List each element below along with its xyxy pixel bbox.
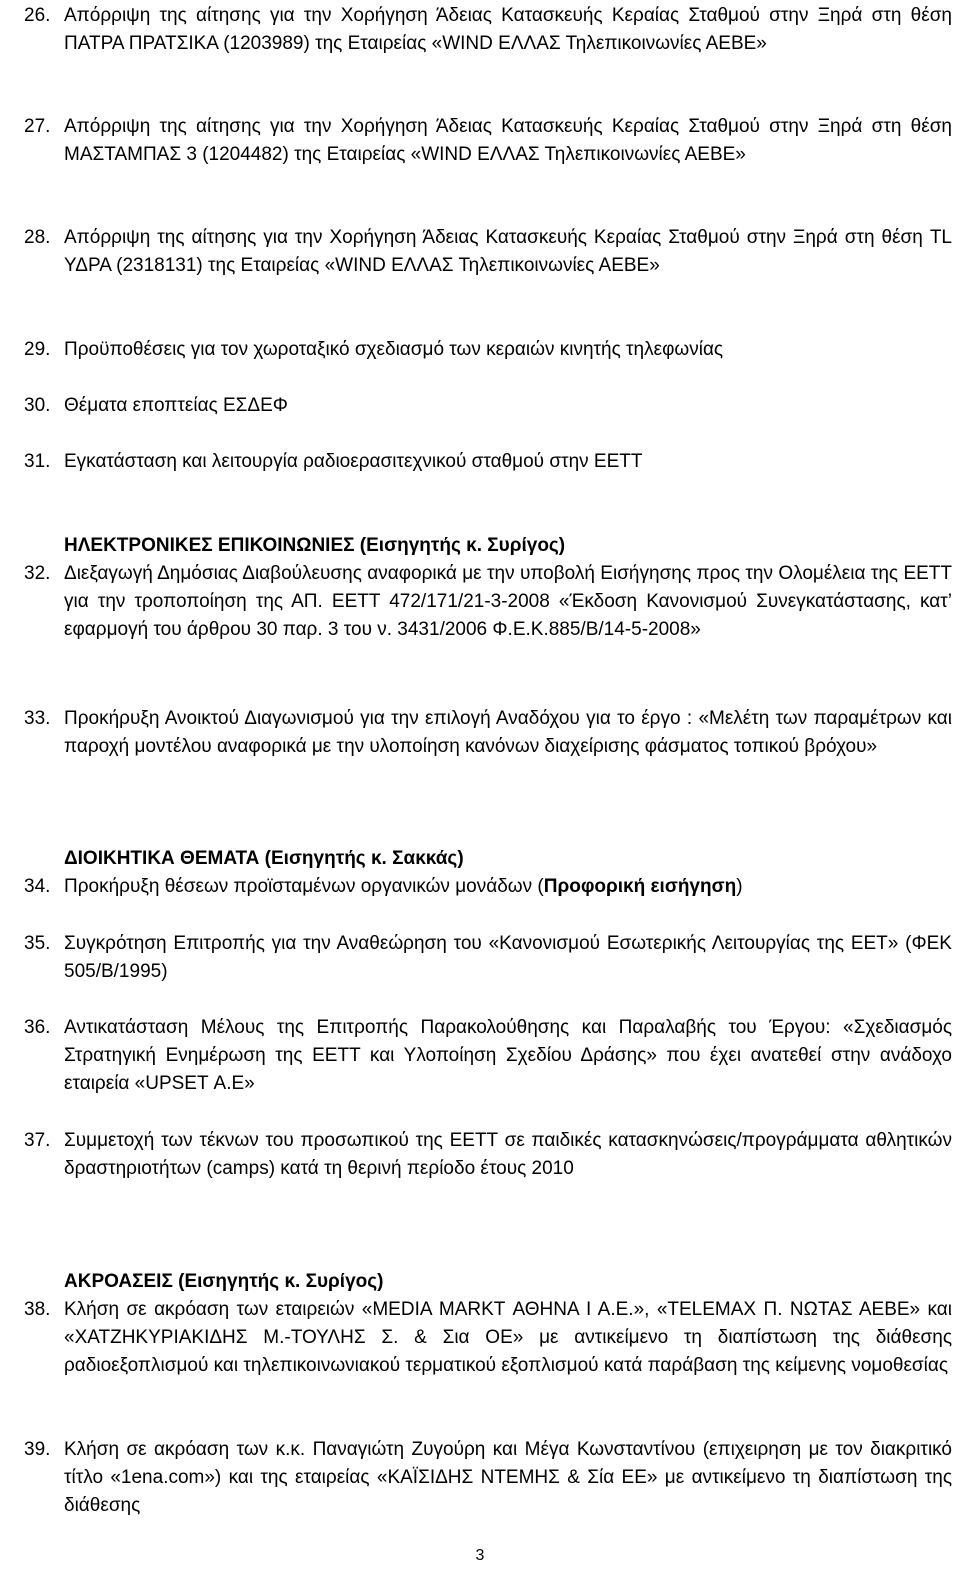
page-number: 3 [475, 1547, 485, 1564]
item-number: 29. [24, 339, 51, 360]
agenda-item-35 [24, 930, 952, 986]
item-text-main: Προκήρυξη θέσεων προϊσταμένων οργανικών μονάδων ( [64, 876, 544, 897]
agenda-item-28 [24, 224, 952, 280]
item-text: Απόρριψη της αίτησης για την Χορήγηση Άδειας Κατασκευής Κεραίας Σταθμού στην Ξηρά στη θέση TL ΥΔΡΑ (2318131) της Εταιρείας «WIND ΕΛΛΑΣ Τηλεπικοινωνίες ΑΕΒΕ» [64, 227, 952, 276]
item-text [64, 873, 952, 901]
agenda-item-36 [24, 1014, 952, 1098]
agenda-item-26 [24, 2, 952, 58]
agenda-item-33 [24, 705, 952, 761]
item-text: Κλήση σε ακρόαση των εταιρειών «MEDIA MARKT ΑΘΗΝΑ Ι Α.Ε.», «TELEMAX Π. ΝΩΤΑΣ ΑΕΒΕ» και «ΧΑΤΖΗΚΥΡΙΑΚΙΔΗΣ Μ.-ΤΟΥΛΗΣ Σ. & Σια ΟΕ» με αντικείμενο τη διαπίστωση της διάθεσης ραδιοεξοπλισμού και τηλεπικοινωνιακού τερματικού εξοπλισμού κατά παράβαση της κείμενης νομοθεσίας [64, 1299, 952, 1376]
item-text: Θέματα εποπτείας ΕΣΔΕΦ [64, 395, 288, 416]
item-number: 38. [24, 1299, 51, 1320]
agenda-item-31 [24, 448, 952, 476]
item-number: 33. [24, 708, 51, 729]
section-heading-administrative: ΔΙΟΙΚΗΤΙΚΑ ΘΕΜΑΤΑ (Εισηγητής κ. Σακκάς) [64, 848, 464, 869]
item-number: 26. [24, 5, 51, 26]
item-number: 34. [24, 876, 51, 897]
agenda-item-32 [24, 560, 952, 644]
item-number: 28. [24, 227, 51, 248]
agenda-item-30 [24, 392, 952, 420]
item-text: Απόρριψη της αίτησης για την Χορήγηση Άδειας Κατασκευής Κεραίας Σταθμού στην Ξηρά στη θέση ΜΑΣΤΑΜΠΑΣ 3 (1204482) της Εταιρείας «WIND ΕΛΛΑΣ Τηλεπικοινωνίες ΑΕΒΕ» [64, 116, 952, 165]
item-number: 35. [24, 933, 51, 954]
item-text-bold: Προφορική εισήγηση [543, 876, 737, 897]
item-text-after: ) [736, 876, 743, 897]
agenda-item-27 [24, 113, 952, 169]
item-text: Προϋποθέσεις για τον χωροταξικό σχεδιασμό των κεραιών κινητής τηλεφωνίας [64, 339, 724, 360]
item-text: Προκήρυξη Ανοικτού Διαγωνισμού για την επιλογή Αναδόχου για το έργο : «Μελέτη των παραμέτρων και παροχή μοντέλου αναφορικά με την υλοποίηση κανόνων διαχείρισης φάσματος τοπικού βρόχου» [64, 708, 952, 757]
agenda-item-39 [24, 1436, 952, 1520]
item-text: Συμμετοχή των τέκνων του προσωπικού της ΕΕΤΤ σε παιδικές κατασκηνώσεις/προγράμματα αθλητικών δραστηριοτήτων (camps) κατά τη θερινή περίοδο έτους 2010 [64, 1130, 952, 1179]
agenda-item-29 [24, 336, 952, 364]
agenda-item-38 [24, 1296, 952, 1380]
item-text: Συγκρότηση Επιτροπής για την Αναθεώρηση του «Κανονισμού Εσωτερικής Λειτουργίας της ΕΕΤ» (ΦΕΚ 505/Β/1995) [64, 933, 952, 982]
item-text: Κλήση σε ακρόαση των κ.κ. Παναγιώτη Ζυγούρη και Μέγα Κωνσταντίνου (επιχειρηση με τον διακριτικό τίτλο «1ena.com») και της εταιρείας «ΚΑΪΣΙΔΗΣ ΝΤΕΜΗΣ & Σία ΕΕ» με αντικείμενο τη διαπίστωση της διάθεσης [64, 1439, 952, 1516]
agenda-item-34 [24, 873, 952, 901]
item-number: 30. [24, 395, 51, 416]
item-text: Διεξαγωγή Δημόσιας Διαβούλευσης αναφορικά με την υποβολή Εισήγησης προς την Ολομέλεια της ΕΕΤΤ για την τροποποίηση της ΑΠ. ΕΕΤΤ 472/171/21-3-2008 «Έκδοση Κανονισμού Συνεγκατάστασης, κατ’ εφαρμογή του άρθρου 30 παρ. 3 του ν. 3431/2006 Φ.Ε.Κ.885/Β/14-5-2008» [64, 563, 952, 640]
item-text: Απόρριψη της αίτησης για την Χορήγηση Άδειας Κατασκευής Κεραίας Σταθμού στην Ξηρά στη θέση ΠΑΤΡΑ ΠΡΑΤΣΙΚΑ (1203989) της Εταιρείας «WIND ΕΛΛΑΣ Τηλεπικοινωνίες ΑΕΒΕ» [64, 5, 952, 54]
item-number: 27. [24, 116, 51, 137]
agenda-item-37 [24, 1127, 952, 1183]
section-heading-hearings: ΑΚΡΟΑΣΕΙΣ (Εισηγητής κ. Συρίγος) [64, 1271, 384, 1292]
item-text: Εγκατάσταση και λειτουργία ραδιοερασιτεχνικού σταθμού στην ΕΕΤΤ [64, 451, 643, 472]
item-number: 32. [24, 563, 51, 584]
item-number: 31. [24, 451, 51, 472]
item-number: 36. [24, 1017, 51, 1038]
item-number: 39. [24, 1439, 51, 1460]
section-heading-electronic-communications: ΗΛΕΚΤΡΟΝΙΚΕΣ ΕΠΙΚΟΙΝΩΝΙΕΣ (Εισηγητής κ. Συρίγος) [64, 535, 566, 556]
item-number: 37. [24, 1130, 51, 1151]
item-text: Αντικατάσταση Μέλους της Επιτροπής Παρακολούθησης και Παραλαβής του Έργου: «Σχεδιασμός Στρατηγική Ενημέρωση της ΕΕΤΤ και Υλοποίηση Σχεδίου Δράσης» που έχει ανατεθεί στην ανάδοχο εταιρεία «UPSET Α.Ε» [64, 1017, 952, 1094]
